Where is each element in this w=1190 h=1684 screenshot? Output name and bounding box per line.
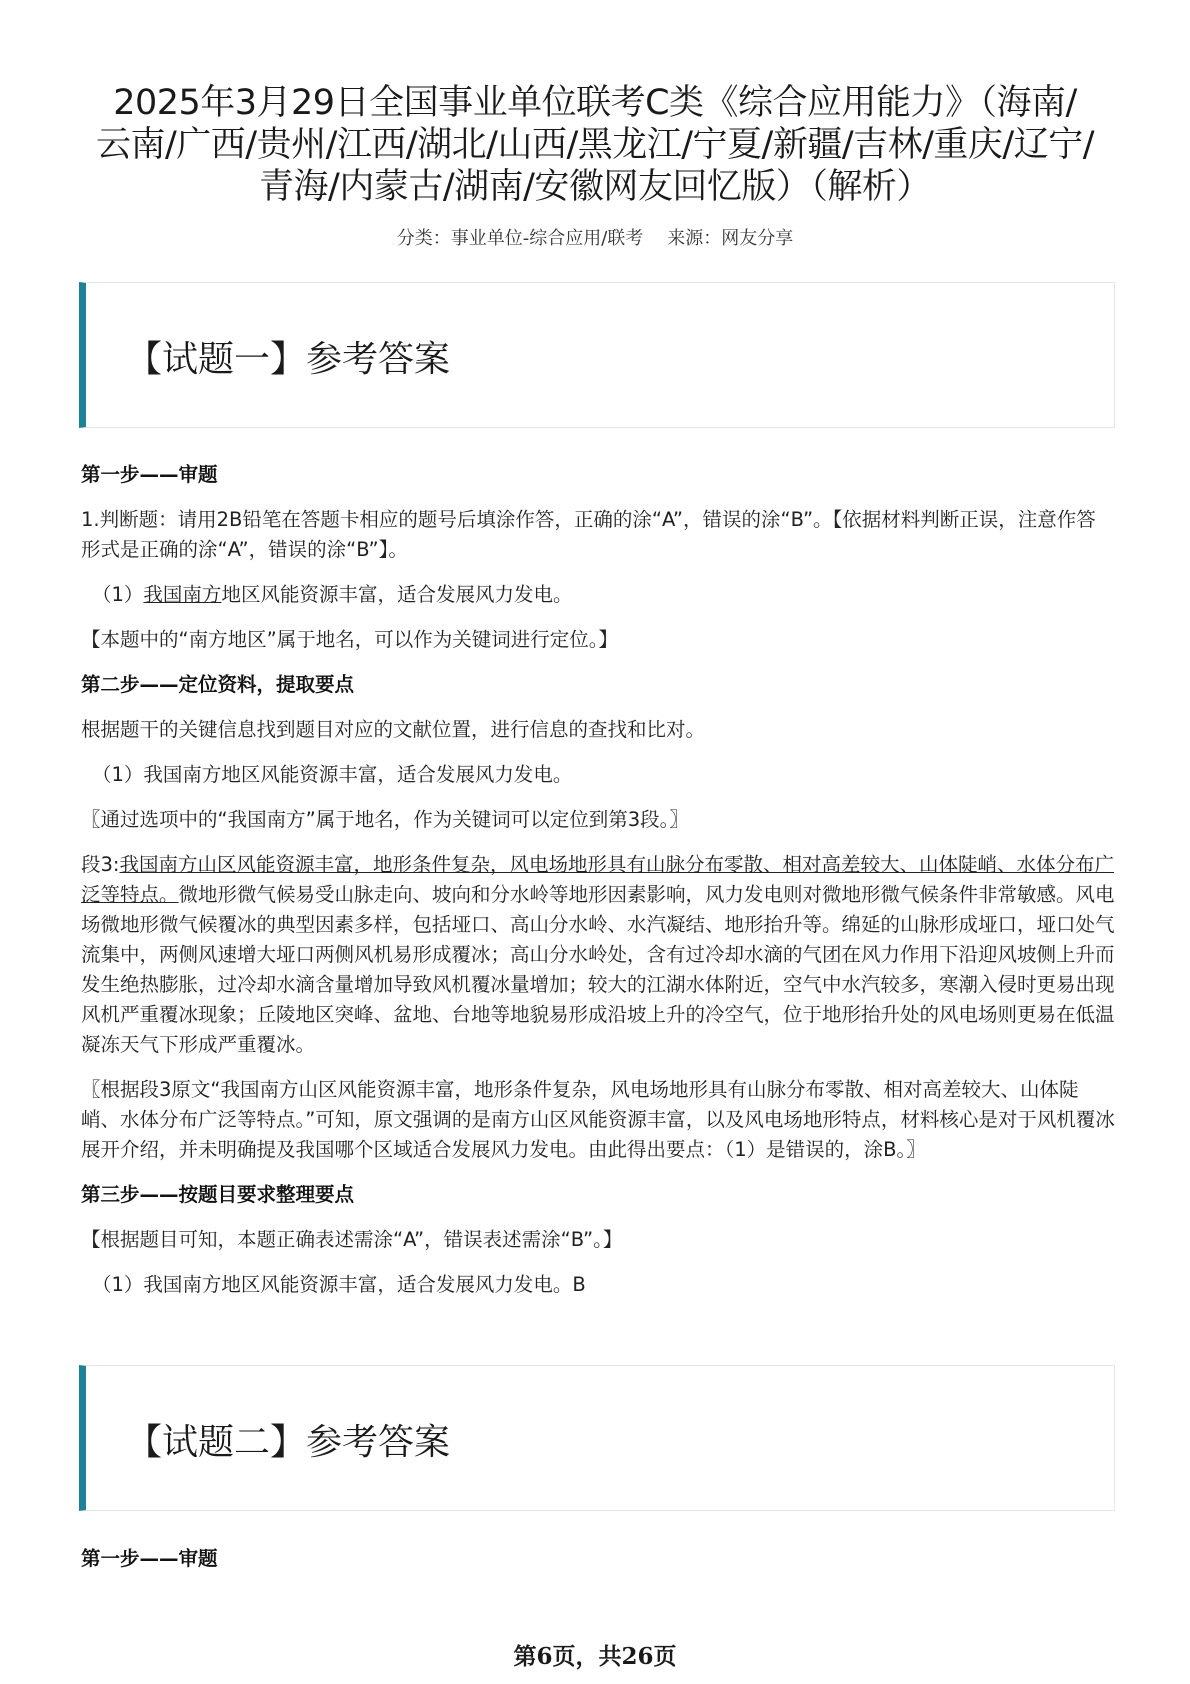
step2-title: 第二步——定位资料，提取要点	[81, 673, 355, 696]
title-line-1: 2025年3月29日全国事业单位联考C类《综合应用能力》（海南/	[113, 83, 1077, 123]
paragraph-rest: 微地形微气候易受山脉走向、坡向和分水岭等地形因素影响，风力发电则对微地形微气候条件非常敏感。风电场微地形微气候覆冰的典型因素多样，包括垭口、高山分水岭、水汽凝结、地形抬升等。绵延的山脉形成垭口，垭口处气流集中，两侧风速增大垭口两侧风机易形成覆冰；高山分水岭处，含有过冷却水滴的气团在风力作用下沿迎风坡侧上升而发生绝热膨胀，过冷却水滴含量增加导致风机覆冰量增加；较大的江湖水体附近，空气中水汽较多，寒潮入侵时更易出现风机严重覆冰现象；丘陵地区突峰、盆地、台地等地貌易形成沿坡上升的冷空气，位于地形抬升处的风电场则更易在低温凝冻天气下形成严重覆冰。	[81, 883, 1115, 1056]
locate-note: 〖通过选项中的“我国南方”属于地名，作为关键词可以定位到第3段。〗	[81, 808, 689, 831]
source-label: 来源：网友分享	[667, 228, 794, 249]
item-keyword-underlined: 我国南方	[143, 583, 222, 606]
paragraph-underlined: 我国南方山区风能资源丰富，地形条件复杂，风电场地形具有山脉分布零散、相对高差较大、山体陡峭、水体分布广泛等特点。	[81, 853, 1114, 906]
item-prefix: （1）	[92, 583, 144, 606]
answer-line: （1）我国南方地区风能资源丰富，适合发展风力发电。B	[92, 1273, 586, 1296]
paragraph-label: 段3:	[81, 853, 120, 876]
keyword-note: 【本题中的“南方地区”属于地名，可以作为关键词进行定位。】	[81, 628, 618, 651]
page-meta	[70, 224, 1120, 250]
analysis-note: 〖根据段3原文“我国南方山区风能资源丰富，地形条件复杂，风电场地形具有山脉分布零散、相对高差较大、山体陡峭、水体分布广泛等特点。”可知，原文强调的是南方山区风能资源丰富，以及风电场地形特点，材料核心是对于风机覆冰展开介绍，并未明确提及我国哪个区域适合发展风力发电。由此得出要点：（1）是错误的，涂B。〗	[81, 1078, 1115, 1161]
section-heading-1: 【试题一】参考答案	[126, 339, 451, 380]
page-title	[70, 82, 1120, 208]
item-text-rest: 地区风能资源丰富，适合发展风力发电。	[221, 583, 573, 606]
question-item-1	[81, 580, 1115, 610]
section-header-2	[79, 1365, 1115, 1511]
section-header-1	[79, 282, 1115, 428]
title-line-3: 青海/内蒙古/湖南/安徽网友回忆版）（解析）	[259, 167, 931, 207]
question-instruction: 1.判断题：请用2B铅笔在答题卡相应的题号后填涂作答，正确的涂“A”，错误的涂“B”。【依据材料判断正误，注意作答形式是正确的涂“A”，错误的涂“B”】。	[81, 508, 1096, 561]
title-line-2: 云南/广西/贵州/江西/湖北/山西/黑龙江/宁夏/新疆/吉林/重庆/辽宁/	[95, 125, 1094, 165]
section-content-1	[81, 460, 1115, 1315]
page-number: 第6页，共26页	[513, 1643, 677, 1670]
step1-title: 第一步——审题	[81, 463, 218, 486]
question-item-1-repeat: （1）我国南方地区风能资源丰富，适合发展风力发电。	[92, 763, 573, 786]
step3-title: 第三步——按题目要求整理要点	[81, 1183, 355, 1206]
step2-intro: 根据题干的关键信息找到题目对应的文献位置，进行信息的查找和比对。	[81, 718, 706, 741]
section-heading-2: 【试题二】参考答案	[126, 1422, 451, 1463]
step1-title-section-2: 第一步——审题	[81, 1547, 218, 1570]
material-paragraph-3	[81, 850, 1115, 1060]
rule-note: 【根据题目可知，本题正确表述需涂“A”，错误表述需涂“B”。】	[81, 1228, 623, 1251]
category-label: 分类：事业单位-综合应用/联考	[396, 228, 644, 249]
